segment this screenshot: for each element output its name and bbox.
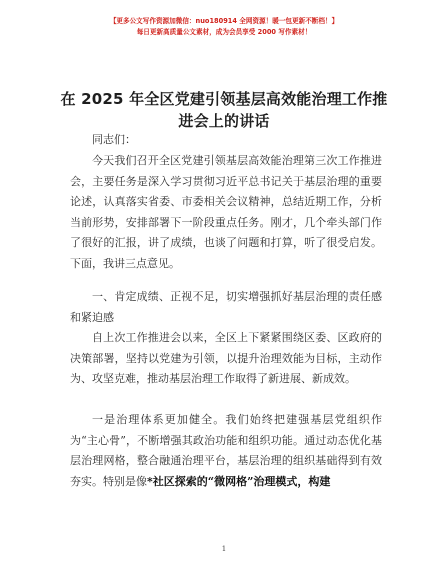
promo-banner-line1: 【更多公文写作资源加微信：nuo180914 全网资源！暖一包更新不断档！】 <box>109 17 339 25</box>
salutation: 同志们： <box>92 133 136 146</box>
paragraph-governance-system <box>70 410 382 492</box>
paragraph-intro: 今天我们召开全区党建引领基层高效能治理第三次工作推进会，主要任务是深入学习贯彻习近平总书记关于基层治理的重要论述，认真落实省委、市委相关会议精神，总结近期工作，分析当前形势，安排部署下一阶段重点任务。刚才，几个牵头部门作了很好的汇报，讲了成绩，也谈了问题和打算，听了很受启发。下面，我讲三点意见。 <box>70 154 382 270</box>
page-number: 1 <box>221 545 227 553</box>
document-title-line1: 在 2025 年全区党建引领基层高效能治理工作推 <box>60 90 388 108</box>
paragraph-governance-text: 一是治理体系更加健全。我们始终把建强基层党组织作为“主心骨”，不断增强其政治功能和组织功能。通过动态优化基层治理网格，整合融通治理平台，基层治理的组织基础得到有效夯实。特别是像 <box>70 413 382 488</box>
section-heading-one: 一、肯定成绩、正视不足，切实增强抓好基层治理的责任感和紧迫感 <box>70 290 382 324</box>
paragraph-governance-emphasis: *社区探索的“微网格”治理模式，构建 <box>147 474 331 488</box>
document-title-line2: 进会上的讲话 <box>178 112 270 130</box>
promo-banner-line2: 每日更新高质量公文素材，成为会员享受 2000 写作素材！ <box>136 28 312 36</box>
paragraph-progress: 自上次工作推进会以来，全区上下紧紧围绕区委、区政府的决策部署，坚持以党建为引领，以提升治理效能为目标，主动作为、攻坚克难，推动基层治理工作取得了新进展、新成效。 <box>70 331 382 385</box>
